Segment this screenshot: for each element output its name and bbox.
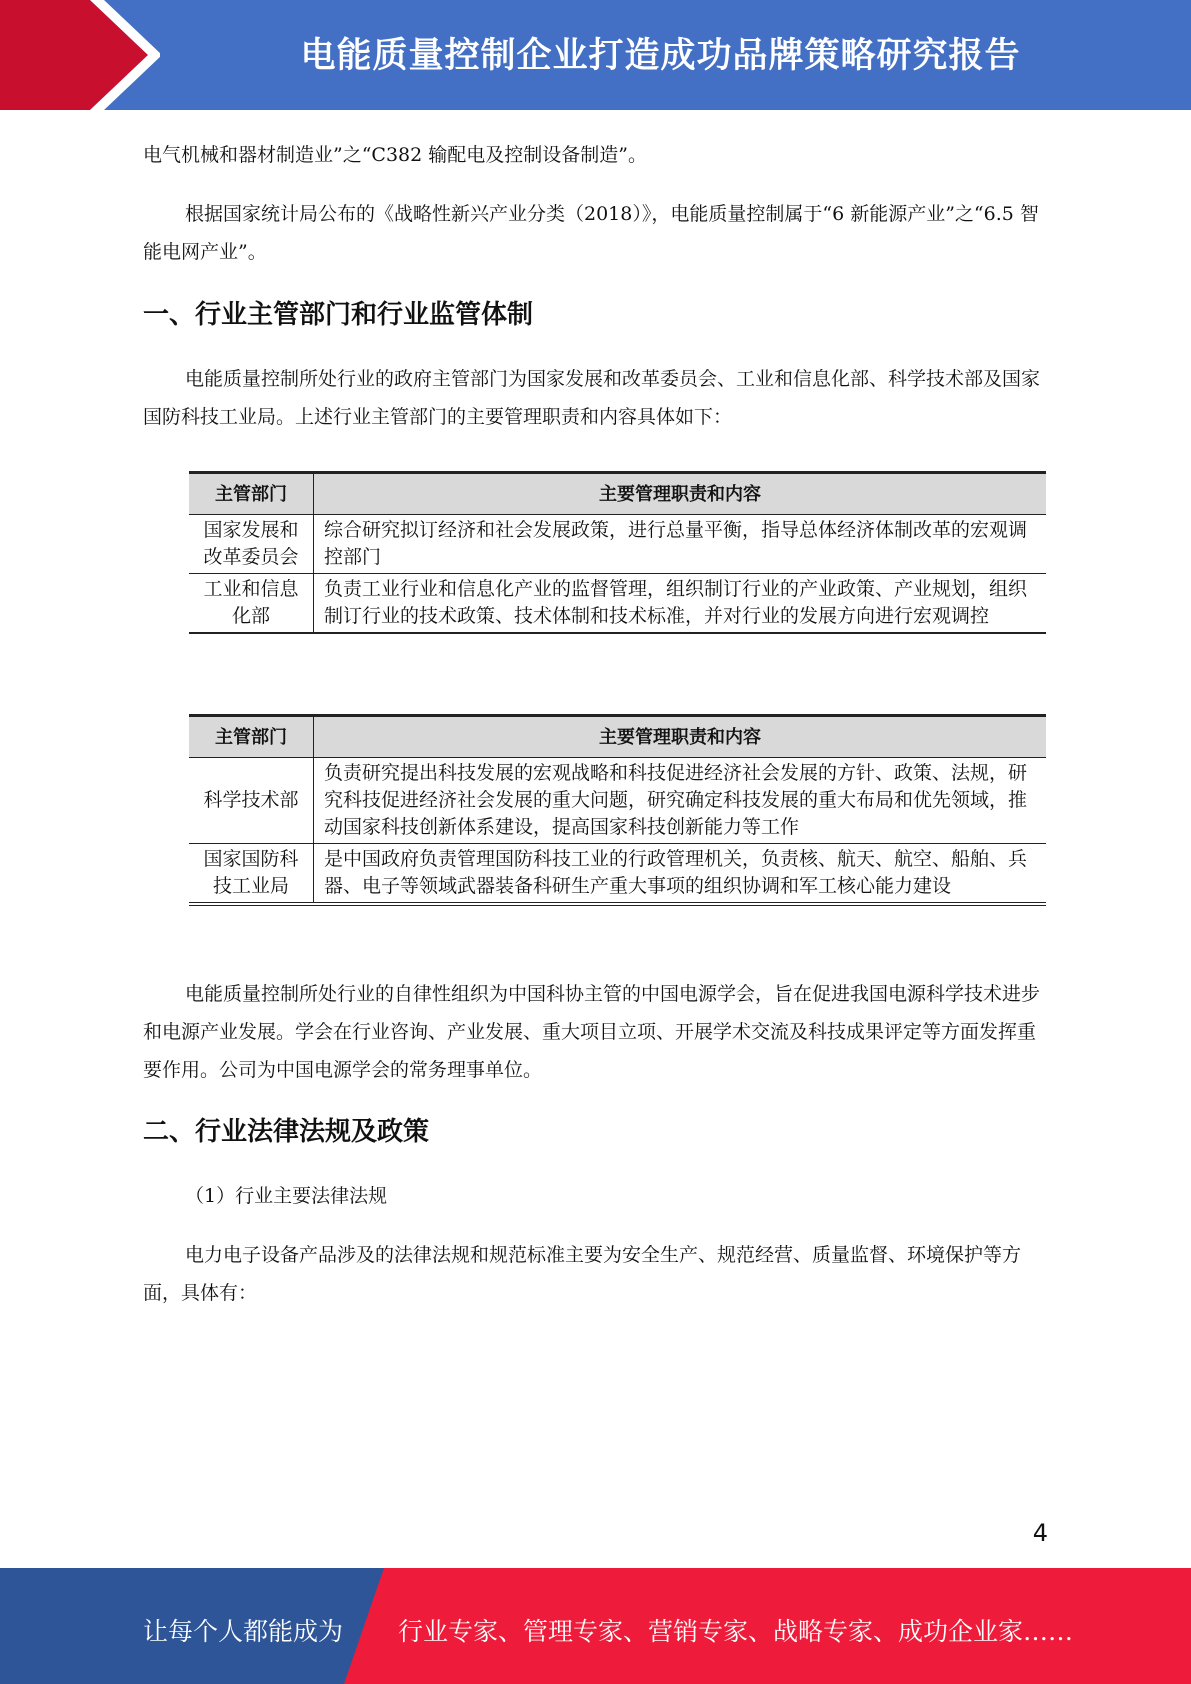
footer-slogan-left: 让每个人都能成为 [143, 1617, 344, 1646]
report-title: 电能质量控制企业打造成功品牌策略研究报告 [300, 36, 1021, 76]
dept-cell: 国家国防科技工业局 [189, 844, 314, 905]
header-red-chevron [0, 0, 160, 110]
dept-cell: 国家发展和改革委员会 [189, 515, 314, 574]
table-row [189, 844, 1046, 905]
dept-cell: 工业和信息化部 [189, 574, 314, 634]
table-header-dept: 主管部门 [189, 716, 314, 758]
table-row [189, 574, 1046, 634]
page-number: 4 [1032, 1519, 1048, 1547]
dept-cell: 科学技术部 [189, 758, 314, 844]
paragraph-self-regulation: 电能质量控制所处行业的自律性组织为中国科协主管的中国电源学会，旨在促进我国电源科学技术进步和电源产业发展。学会在行业咨询、产业发展、重大项目立项、开展学术交流及科技成果评定等方面发挥重要作用。公司为中国电源学会的常务理事单位。 [143, 983, 1041, 1081]
table-row [189, 515, 1046, 574]
page-header [0, 0, 1191, 110]
subheading-laws: （1）行业主要法律法规 [185, 1185, 388, 1207]
duty-cell: 负责工业行业和信息化产业的监督管理，组织制订行业的产业政策、产业规划，组织制订行业的技术政策、技术体制和技术标准，并对行业的发展方向进行宏观调控 [314, 574, 1047, 634]
regulators-table-2 [189, 714, 1046, 906]
paragraph-strategic-class: 根据国家统计局公布的《战略性新兴产业分类（2018）》，电能质量控制属于“6 新能源产业”之“6.5 智能电网产业”。 [143, 203, 1039, 263]
section-heading-regulators: 一、行业主管部门和行业监管体制 [143, 300, 534, 330]
page-footer [0, 1568, 1191, 1684]
table-header-dept: 主管部门 [189, 473, 314, 515]
table-header-duty: 主要管理职责和内容 [314, 473, 1047, 515]
table-header-duty: 主要管理职责和内容 [314, 716, 1047, 758]
section-heading-laws: 二、行业法律法规及政策 [143, 1117, 430, 1147]
duty-cell: 是中国政府负责管理国防科技工业的行政管理机关，负责核、航天、航空、船舶、兵器、电子等领域武器装备科研生产重大事项的组织协调和军工核心能力建设 [314, 844, 1047, 905]
duty-cell: 综合研究拟订经济和社会发展政策，进行总量平衡，指导总体经济体制改革的宏观调控部门 [314, 515, 1047, 574]
paragraph-laws: 电力电子设备产品涉及的法律法规和规范标准主要为安全生产、规范经营、质量监督、环境保护等方面，具体有： [143, 1244, 1022, 1304]
table-row [189, 758, 1046, 844]
regulators-table-1 [189, 471, 1046, 634]
paragraph-regulators: 电能质量控制所处行业的政府主管部门为国家发展和改革委员会、工业和信息化部、科学技术部及国家国防科技工业局。上述行业主管部门的主要管理职责和内容具体如下： [143, 368, 1041, 428]
paragraph-industry-class: 电气机械和器材制造业”之“C382 输配电及控制设备制造”。 [143, 144, 647, 166]
duty-cell: 负责研究提出科技发展的宏观战略和科技促进经济社会发展的方针、政策、法规，研究科技促进经济社会发展的重大问题，研究确定科技发展的重大布局和优先领域，推动国家科技创新体系建设，提高国家科技创新能力等工作 [314, 758, 1047, 844]
footer-slogan-right: 行业专家、管理专家、营销专家、战略专家、成功企业家…… [398, 1617, 1074, 1646]
